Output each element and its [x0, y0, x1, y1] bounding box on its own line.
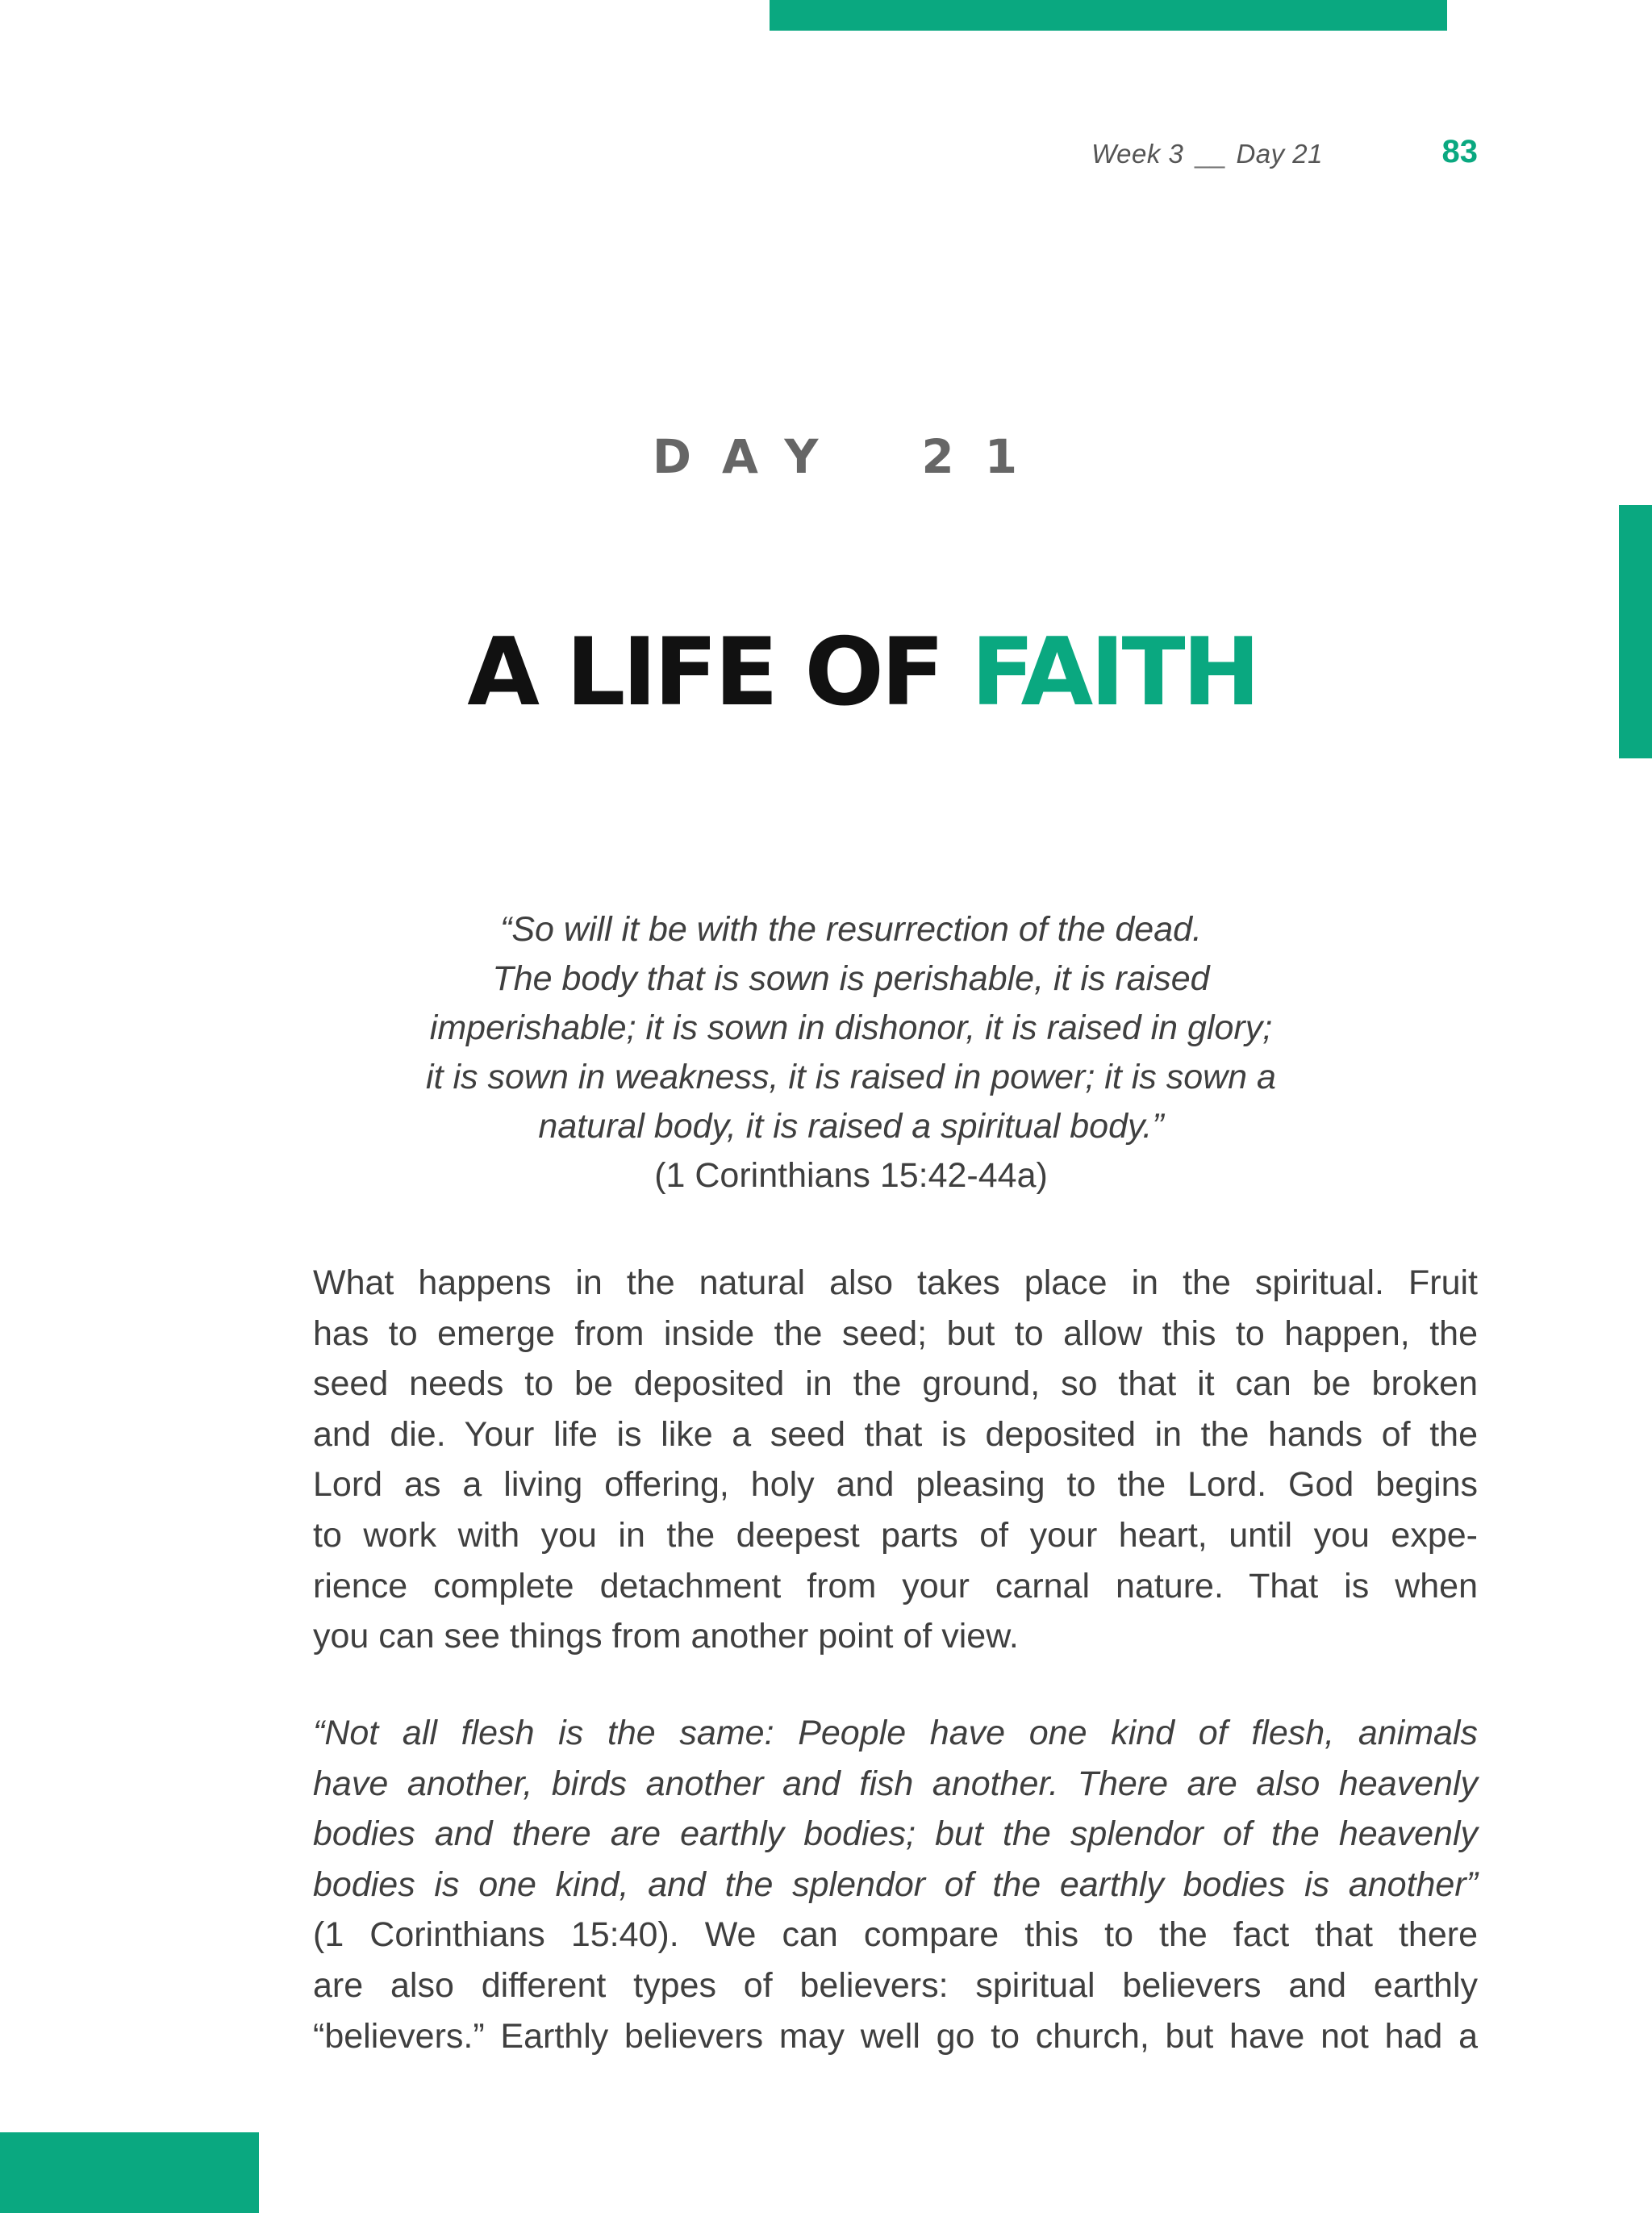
epigraph-line: The body that is sown is perishable, it is raised: [492, 959, 1210, 998]
day-label-number: 21: [921, 429, 1049, 484]
epigraph-line: “So will it be with the resurrection of the dead.: [500, 910, 1202, 949]
scripture-quote-line: bodies and there are earthly bodies; but the splendor of the heavenly: [313, 1814, 1478, 1854]
epigraph: [313, 905, 1389, 1200]
paragraph-line: you can see things from another point of view.: [313, 1617, 1019, 1656]
scripture-quote-line: have another, birds another and fish another. There are also heavenly: [313, 1764, 1478, 1803]
epigraph-line: natural body, it is raised a spiritual body.”: [538, 1107, 1164, 1146]
paragraph-line: seed needs to be deposited in the ground, so that it can be broken: [313, 1364, 1478, 1404]
day-label-word: DAY: [652, 429, 849, 484]
header-day: Day 21: [1236, 139, 1323, 169]
scripture-quote-line: “Not all flesh is the same: People have one kind of flesh, animals: [313, 1714, 1478, 1752]
paragraph-line: to work with you in the deepest parts of your heart, until you expe-: [313, 1515, 1478, 1555]
paragraph-line: are also different types of believers: spiritual believers and earthly: [313, 1965, 1478, 2005]
day-label: [0, 429, 1652, 484]
paragraph-line: (1 Corinthians 15:40). We can compare this to the fact that there: [313, 1915, 1478, 1955]
paragraph-line: and die. Your life is like a seed that is deposited in the hands of the: [313, 1414, 1478, 1454]
chapter-title: [0, 618, 1652, 727]
top-accent-bar: [770, 0, 1447, 31]
epigraph-line: it is sown in weakness, it is raised in power; it is sown a: [426, 1058, 1276, 1096]
paragraph-line: Lord as a living offering, holy and pleasing to the Lord. God begins: [313, 1465, 1478, 1505]
epigraph-quote: [313, 905, 1389, 1151]
bottom-accent-bar: [0, 2132, 259, 2213]
running-header: [968, 139, 1323, 169]
paragraph-line: has to emerge from inside the seed; but to allow this to happen, the: [313, 1313, 1478, 1353]
title-accent: FAITH: [970, 618, 1258, 727]
paragraph-line: rience complete detachment from your carnal nature. That is when: [313, 1566, 1478, 1605]
title-main: A LIFE OF: [467, 618, 942, 727]
body-paragraph-2: [313, 1708, 1478, 2061]
header-separator: __: [1195, 139, 1225, 169]
paragraph-line: “believers.” Earthly believers may well go to church, but have not had a: [313, 2016, 1478, 2056]
scripture-quote-line: bodies is one kind, and the splendor of the earthly bodies is another”: [313, 1864, 1478, 1904]
header-week: Week 3: [1091, 139, 1184, 169]
page-number: 83: [1441, 134, 1478, 169]
epigraph-line: imperishable; it is sown in dishonor, it is raised in glory;: [429, 1008, 1273, 1047]
epigraph-reference: (1 Corinthians 15:42-44a): [654, 1156, 1048, 1195]
paragraph-line: What happens in the natural also takes place in the spiritual. Fruit: [313, 1263, 1478, 1302]
body-paragraph-1: [313, 1258, 1478, 1662]
